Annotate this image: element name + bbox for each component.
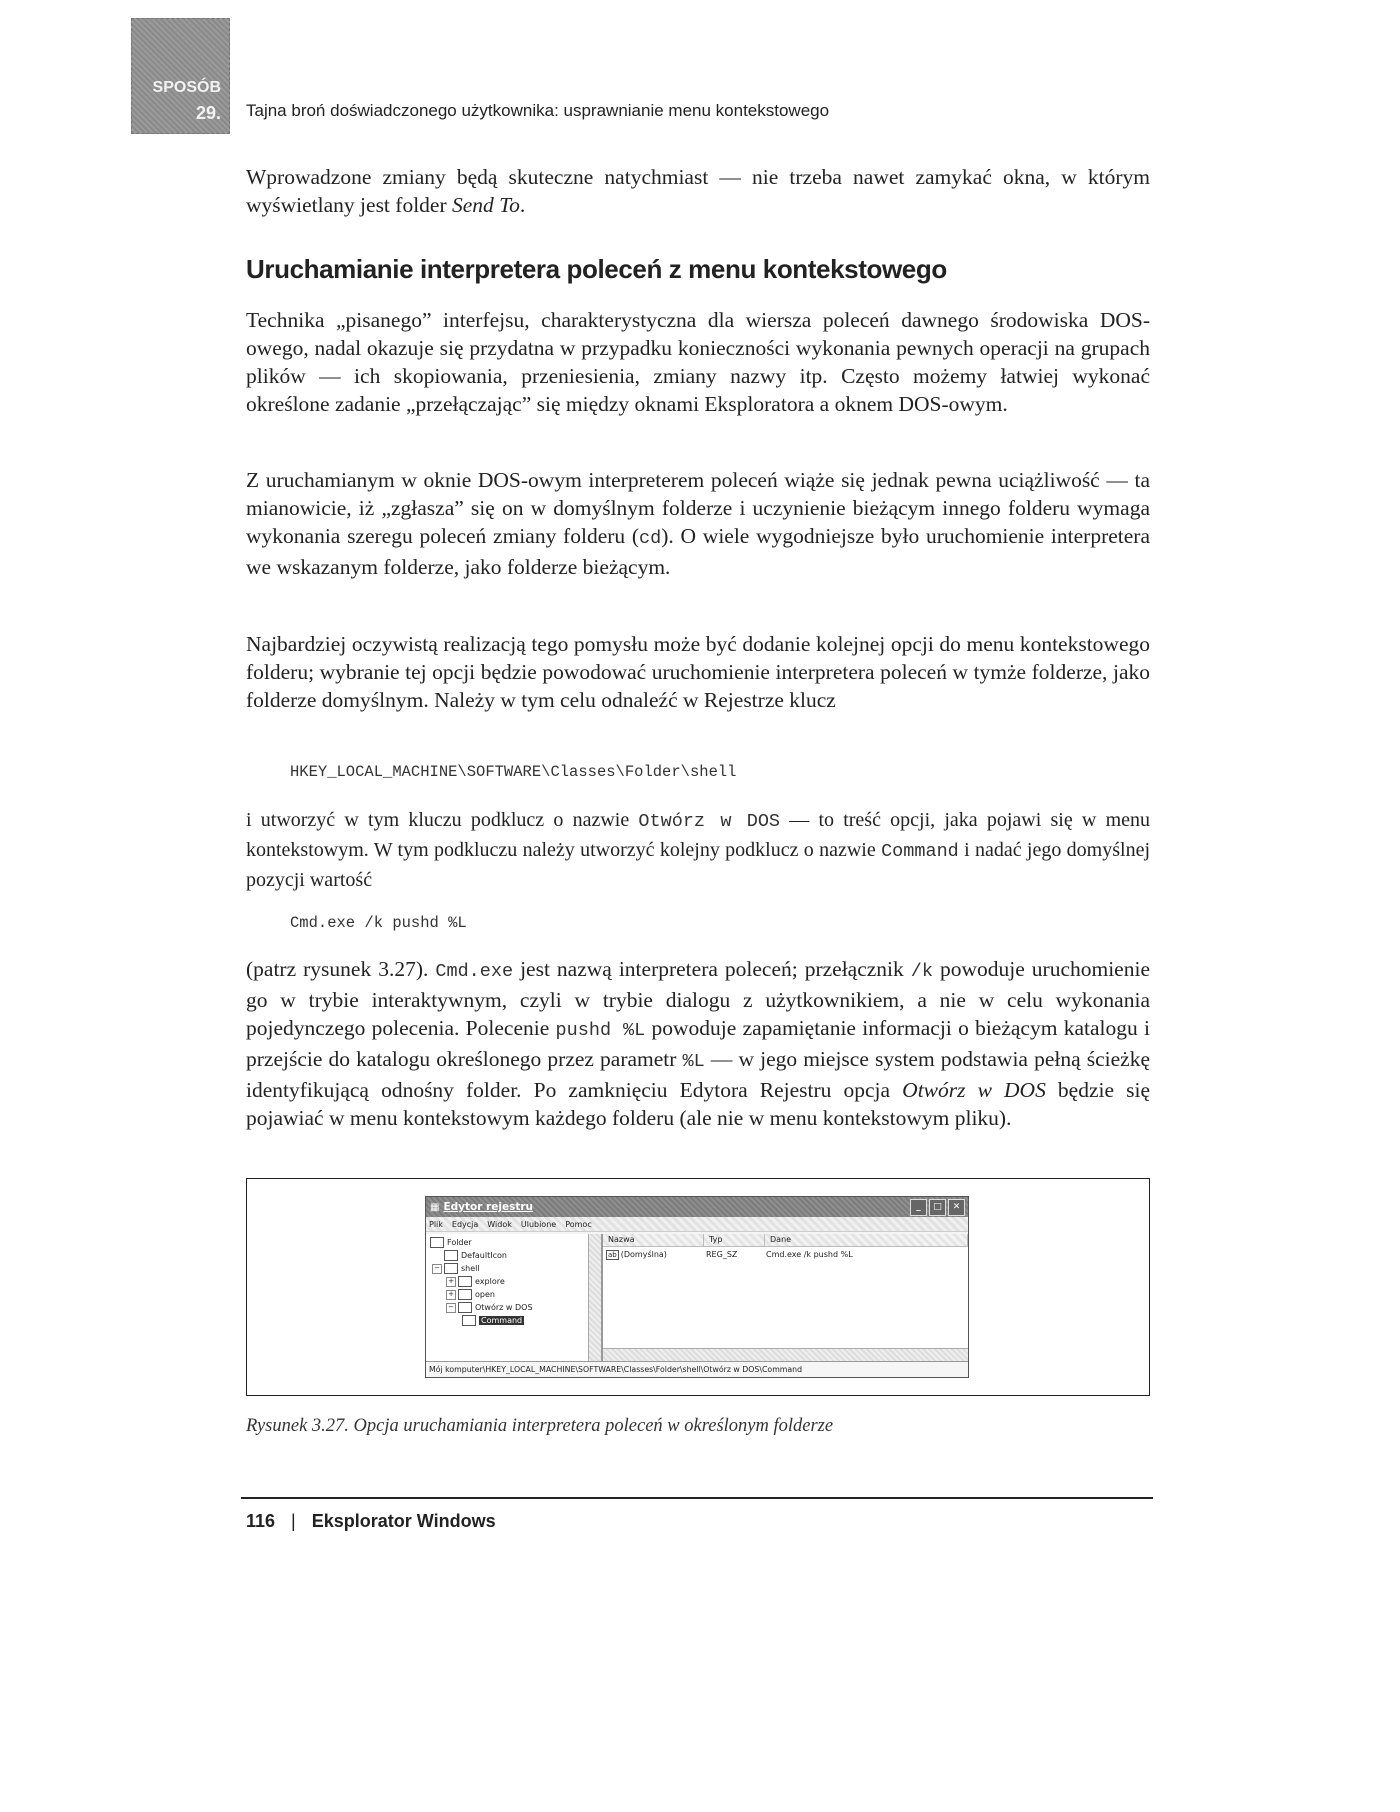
- tree-item-shell[interactable]: [432, 1263, 480, 1274]
- intro-text: Wprowadzone zmiany będą skuteczne natychmiast — nie trzeba nawet zamykać okna, w którym wyświetlany jest folder: [246, 165, 1150, 217]
- minimize-icon[interactable]: _: [910, 1199, 927, 1216]
- expand-icon[interactable]: +: [446, 1290, 456, 1300]
- p5-text: będzie się pojawiać w menu kontekstowym każdego folderu (ale nie w menu kontekstowym pliku).: [246, 1078, 1150, 1130]
- tree-item-defaulticon[interactable]: [444, 1250, 507, 1261]
- p5-text: powoduje zapamiętanie informacji o bieżącym katalogu i przejście do katalogu określonego przez parametr: [246, 1016, 1150, 1071]
- collapse-icon[interactable]: −: [446, 1303, 456, 1313]
- footer-separator: |: [291, 1511, 296, 1531]
- collapse-icon[interactable]: −: [432, 1264, 442, 1274]
- p5-code: pushd %L: [555, 1020, 646, 1041]
- tree-label: Otwórz w DOS: [475, 1303, 533, 1312]
- p5-italic: Otwórz w DOS: [902, 1078, 1046, 1102]
- column-data[interactable]: Dane: [765, 1234, 968, 1246]
- value-data: Cmd.exe /k pushd %L: [766, 1249, 853, 1259]
- p5-text: jest nazwą interpretera poleceń; przełącznik: [513, 957, 911, 981]
- intro-paragraph: [246, 163, 1150, 219]
- command-value-code: Cmd.exe /k pushd %L: [290, 914, 467, 932]
- p5-text: powoduje uruchomienie go w trybie interaktywnym, czyli w trybie dialogu z użytkownikiem, a nie w celu wykonania pojedynczego polecenia. Polecenie: [246, 957, 1150, 1040]
- p4-text-mid: — to treść opcji, jaka pojawi się w menu kontekstowym. W tym podkluczu należy utworzyć kolejny podklucz o nazwie: [246, 809, 1151, 861]
- window-controls: [910, 1199, 965, 1216]
- footer-rule: [241, 1497, 1153, 1499]
- value-name-cell: [603, 1250, 701, 1259]
- p5-text: — w jego miejsce system podstawia pełną ścieżkę identyfikującą odnośny folder. Po zamknięciu Edytora Rejestru opcja: [246, 1047, 1150, 1102]
- folder-icon: [462, 1315, 476, 1326]
- page-number: 116: [246, 1511, 276, 1531]
- tree-item-explore[interactable]: [446, 1276, 505, 1287]
- expand-icon[interactable]: +: [446, 1277, 456, 1287]
- p5-code: Cmd.exe: [435, 961, 514, 982]
- menu-file[interactable]: Plik: [429, 1219, 443, 1229]
- section-heading: Uruchamianie interpretera poleceń z menu kontekstowego: [246, 254, 947, 284]
- close-icon[interactable]: ✕: [948, 1199, 965, 1216]
- folder-icon: [444, 1250, 458, 1261]
- column-type[interactable]: Typ: [704, 1234, 765, 1246]
- window-titlebar[interactable]: [426, 1197, 968, 1217]
- paragraph-4: [246, 806, 1150, 894]
- p2-text: Z uruchamianym w oknie DOS-owym interpreterem poleceń wiąże się jednak pewna uciążliwość — ta mianowicie, iż „zgłasza” się on w domyślnym folderze i uczynienie bieżącym innego folderu wymaga wykonania szeregu poleceń zmiany folderu (: [246, 468, 1150, 548]
- value-row[interactable]: [603, 1247, 968, 1261]
- intro-text-end: .: [519, 193, 526, 217]
- value-type: REG_SZ: [706, 1249, 738, 1259]
- column-headers: [603, 1234, 968, 1247]
- values-pane: [603, 1234, 968, 1361]
- tree-label: Folder: [447, 1238, 472, 1247]
- page-footer: [246, 1511, 496, 1532]
- chapter-tab-word: SPOSÓB: [152, 79, 221, 96]
- figure-caption: Rysunek 3.27. Opcja uruchamiania interpretera poleceń w określonym folderze: [246, 1416, 834, 1436]
- running-header: Tajna broń doświadczonego użytkownika: usprawnianie menu kontekstowego: [246, 101, 830, 120]
- folder-icon: [430, 1237, 444, 1248]
- paragraph-2: [246, 466, 1150, 581]
- folder-icon: [458, 1276, 472, 1287]
- p4-code-subkey: Otwórz w DOS: [638, 811, 781, 832]
- tree-label-selected: Command: [481, 1316, 523, 1325]
- column-name[interactable]: Nazwa: [603, 1234, 704, 1246]
- p2-code: cd: [639, 528, 662, 549]
- tree-item-open[interactable]: [446, 1289, 495, 1300]
- folder-icon: [444, 1263, 458, 1274]
- menu-bar: [426, 1217, 968, 1232]
- menu-favorites[interactable]: Ulubione: [520, 1219, 557, 1229]
- paragraph-3: Najbardziej oczywistą realizacją tego pomysłu może być dodanie kolejnej opcji do menu kontekstowego folderu; wybranie tej opcji będzie powodować uruchomienie interpretera poleceń w tymże folderze, jako folderze domyślnym. Należy w tym celu odnaleźć w Rejestrze klucz: [246, 632, 1150, 712]
- menu-view[interactable]: Widok: [487, 1219, 512, 1229]
- window-panes: [426, 1234, 968, 1361]
- ab-icon: ab: [608, 1250, 617, 1259]
- paragraph-1: Technika „pisanego” interfejsu, charakterystyczna dla wiersza poleceń dawnego środowiska DOS-owego, nadal okazuje się przydatna w przypadku konieczności wykonania pewnych operacji na grupach plików — ich skopiowania, przeniesienia, zmiany nazwy itp. Często możemy łatwiej wykonać określone zadanie „przełączając” się między oknami Eksploratora a oknem DOS-owym.: [246, 308, 1150, 416]
- footer-title: Eksplorator Windows: [311, 1511, 496, 1531]
- menu-edit[interactable]: Edycja: [451, 1219, 479, 1229]
- registry-editor-window: [425, 1196, 969, 1378]
- p4-text-end: i nadać jego domyślnej pozycji wartość: [246, 839, 1151, 891]
- tree-item-open-in-dos[interactable]: [446, 1302, 533, 1313]
- tree-item-folder[interactable]: [430, 1237, 472, 1248]
- tree-label: DefaultIcon: [461, 1251, 507, 1260]
- tree-vertical-scrollbar[interactable]: [588, 1234, 601, 1361]
- folder-icon: [458, 1289, 472, 1300]
- status-bar: Mój komputer\HKEY_LOCAL_MACHINE\SOFTWARE\Classes\Folder\shell\Otwórz w DOS\Command: [426, 1361, 968, 1377]
- tree-label: shell: [461, 1264, 480, 1273]
- p4-text: i utworzyć w tym kluczu podklucz o nazwie: [246, 809, 639, 831]
- regedit-icon: ▦: [430, 1201, 440, 1213]
- folder-icon: [458, 1302, 472, 1313]
- intro-italic: Send To: [452, 193, 520, 217]
- chapter-tab-number: 29.: [195, 103, 221, 123]
- tree-label: open: [475, 1290, 495, 1299]
- registry-tree: [426, 1234, 603, 1361]
- value-name: (Domyślna): [620, 1249, 667, 1259]
- tree-item-command[interactable]: [462, 1315, 524, 1326]
- p5-code: %L: [682, 1051, 705, 1072]
- p4-code-command: Command: [881, 841, 959, 862]
- paragraph-5: [246, 955, 1150, 1132]
- p2-text-end: ). O wiele wygodniejsze było uruchomienie interpretera we wskazanym folderze, jako folderze bieżącym.: [246, 524, 1151, 579]
- registry-key-code: HKEY_LOCAL_MACHINE\SOFTWARE\Classes\Folder\shell: [290, 763, 737, 781]
- tree-label: explore: [475, 1277, 505, 1286]
- p5-text: (patrz rysunek 3.27).: [246, 957, 436, 981]
- chapter-tab: [131, 18, 230, 134]
- menu-help[interactable]: Pomoc: [565, 1219, 592, 1229]
- maximize-icon[interactable]: □: [929, 1199, 946, 1216]
- window-title: Edytor rejestru: [443, 1201, 533, 1213]
- values-horizontal-scrollbar[interactable]: [603, 1348, 968, 1361]
- p5-code: /k: [910, 961, 933, 982]
